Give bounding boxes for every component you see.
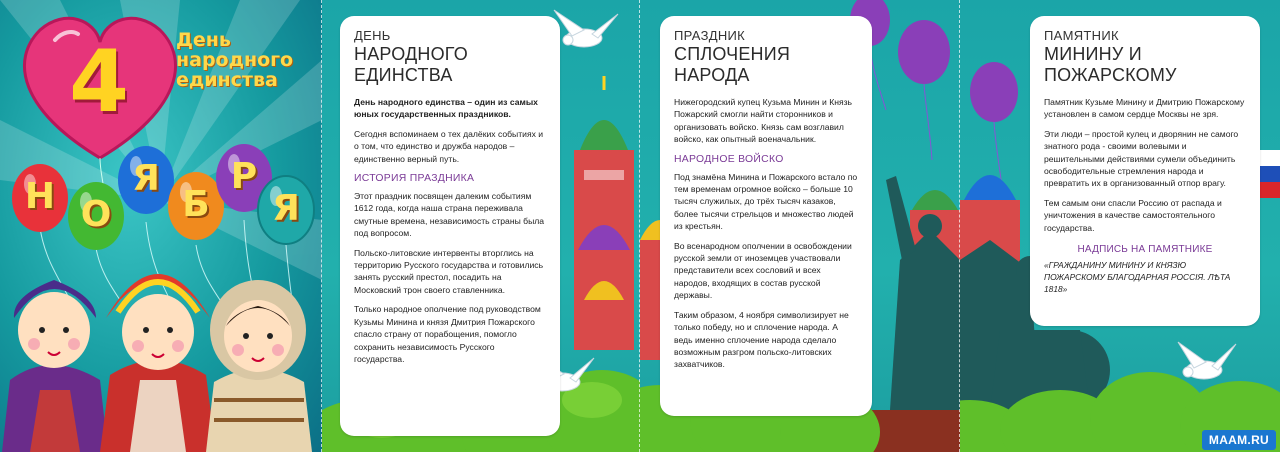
- month-letter-3: Я: [132, 158, 160, 199]
- onion-dome-icon: [574, 76, 634, 350]
- child-figure-left: [2, 280, 108, 452]
- cover-panel: [0, 0, 322, 452]
- paragraph: Польско-литовские интервенты вторглись на территорию Русского государства и готовились занять русский престол, посадить на Московский трон своего ставленника.: [354, 247, 544, 295]
- paragraph: Тем самым они спасли Россию от распада и уничтожения в качестве самостоятельного государства.: [1044, 197, 1222, 233]
- section-heading: ИСТОРИЯ ПРАЗДНИКА: [354, 173, 475, 185]
- card-title-small: ПАМЯТНИК: [1044, 28, 1119, 43]
- cover-title: [176, 30, 293, 90]
- paragraph: Памятник Кузьме Минину и Дмитрию Пожарскому установлен в самом сердце Москвы не зря.: [1044, 97, 1245, 120]
- lead-paragraph: [354, 96, 546, 121]
- unity-card: [660, 16, 872, 416]
- month-letter-1: Н: [24, 176, 56, 217]
- paragraph: Этот праздник посвящен далеким событиям 1612 года, когда наша страна переживала смутные времена, независимость страны была под вопросом.: [354, 191, 545, 239]
- fold-line: [639, 0, 640, 452]
- holiday-card: [340, 16, 560, 436]
- lead-bold-text: День народного единства – один из самых юных государственных праздников.: [354, 97, 538, 120]
- cover-title-line-2: народного: [176, 49, 294, 71]
- dove-icon: [1178, 342, 1236, 379]
- day-number: 4: [69, 32, 129, 132]
- cover-title-line-3: единства: [176, 69, 278, 91]
- month-letter-5: Р: [230, 156, 258, 197]
- monument-card: [1030, 16, 1260, 326]
- watermark: MAAM.RU: [1202, 430, 1276, 450]
- fold-line: [321, 0, 322, 452]
- fold-line: [959, 0, 960, 452]
- inscription-text: «ГРАЖДАНИНУ МИНИНУ И КНЯЗЮ ПОЖАРСКОМУ БЛАГОДАРНАЯ РОССІЯ. ЛѢТА 1818»: [1044, 260, 1231, 295]
- month-letter-6: Я: [272, 188, 300, 229]
- paragraph: Таким образом, 4 ноября символизирует не только победу, но и сплочение народа. А ведь именно сплочение народа сделало возможным разгром польско-литовских захватчиков.: [674, 309, 849, 370]
- child-figure-right: [206, 280, 312, 452]
- card-title: МИНИНУ И ПОЖАРСКОМУ: [1044, 44, 1177, 85]
- month-letter-2: О: [80, 194, 112, 235]
- month-letter-4: Б: [182, 184, 210, 225]
- cover-title-line-1: День: [176, 29, 231, 51]
- card-title-small: ПРАЗДНИК: [674, 28, 746, 43]
- paragraph: Эти люди – простой кулец и дворянин не самого знатного рода - своими волевыми и решительными действиями сумели объединить освободительные стремления народа и превратить их в организованный отпор врагу.: [1044, 128, 1239, 189]
- paragraph: Нижегородский купец Кузьма Минин и Князь Пожарский смогли найти сторонников и организовать войско. Князь сам возглавил войско, как опытный военачальник.: [674, 97, 853, 145]
- dove-icon: [554, 10, 618, 47]
- paragraph: Под знамёна Минина и Пожарского встало по тем временам огромное войско – больше 10 тысяч служилых, до трёх тысяч казаков, более тысячи стрельцов и множество людей из крестьян.: [674, 171, 858, 232]
- paragraph: Сегодня вспоминаем о тех далёких событиях и о том, что единство и дружба народов – единственно верный путь.: [354, 128, 544, 164]
- card-title-small: ДЕНЬ: [354, 28, 391, 43]
- paragraph: Во всенародном ополчении в освобождении русской земли от иноземцев участвовали представители всех сословий и всех народов, входящих в состав русской державы.: [674, 240, 852, 301]
- card-title: СПЛОЧЕНИЯ НАРОДА: [674, 44, 791, 85]
- inscription-heading: НАДПИСЬ НА ПАМЯТНИКЕ: [1077, 244, 1213, 256]
- card-title: НАРОДНОГО ЕДИНСТВА: [354, 44, 468, 85]
- paragraph: Только народное ополчение под руководством Кузьмы Минина и князя Дмитрия Пожарского спасло страну от порабощения, помогло сохранить независимость Русского государства.: [354, 304, 541, 364]
- flag-icon: [1260, 150, 1280, 198]
- child-figure-center: [100, 274, 216, 452]
- section-heading: НАРОДНОЕ ВОЙСКО: [674, 153, 784, 165]
